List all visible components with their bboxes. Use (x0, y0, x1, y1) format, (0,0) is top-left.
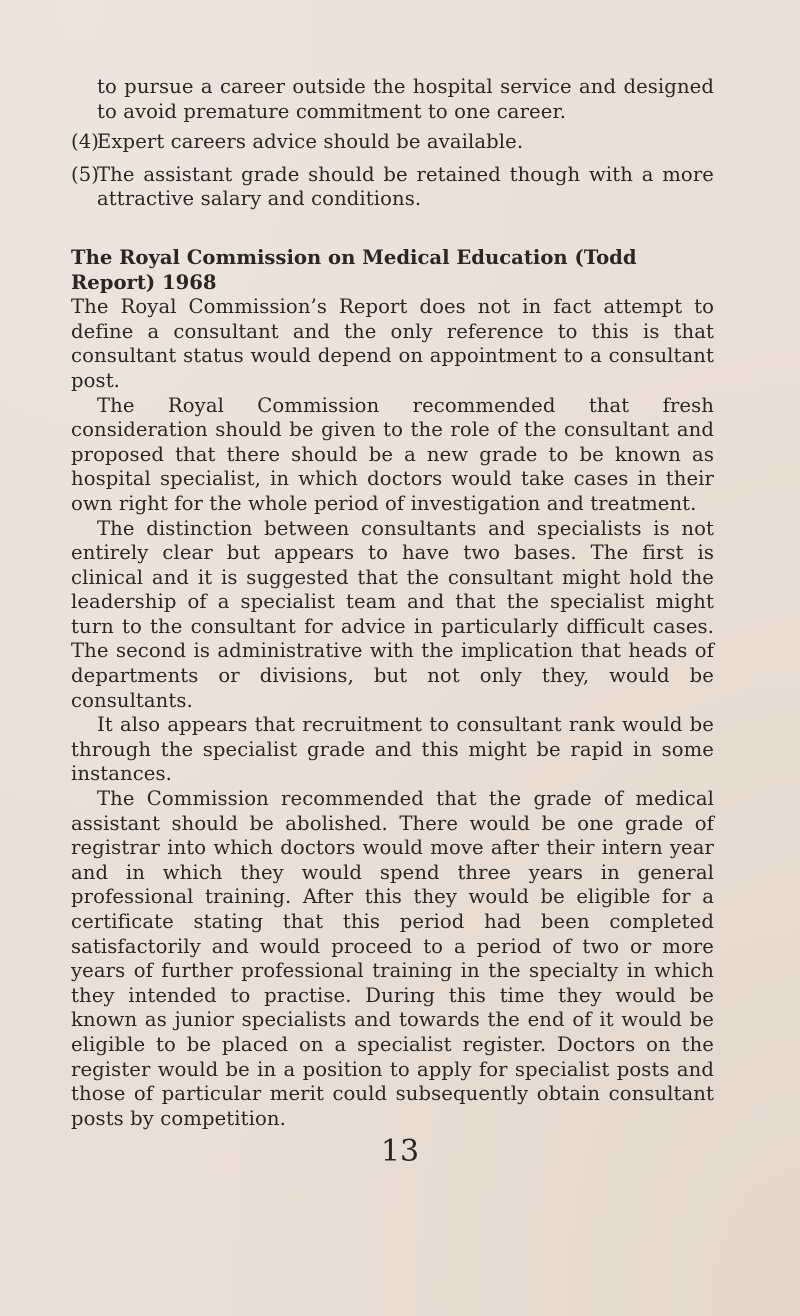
page-number: 13 (380, 1134, 420, 1169)
list-item-text: The assistant grade should be retained though with a more attractive salary and conditions. (97, 162, 714, 211)
list-item-number: (5) (71, 162, 100, 186)
list-item-number: (4) (71, 130, 100, 154)
paragraph: The Commission recommended that the grade of medical assistant should be abolished. There would be one grade of registrar into which doctors would move after their intern year and in which they would spend three years in general professional training. After this they would be eligible for a certificate stating that this period had been completed satisfactorily and would proceed to a period of two or more years of further professional training in the specialty in which they intended to practise. During this time they would be known as junior specialists and towards the end of it would be eligible to be placed on a specialist register. Doctors on the register would be in a position to apply for specialist posts and those of particular merit could subsequently obtain consultant posts by competition. (71, 787, 714, 1130)
paragraph: The distinction between consultants and specialists is not entirely clear but appears to have two bases. The first is clinical and it is suggested that the consultant might hold the leadership of a specialist team and that the specialist might turn to the consultant for advice in particularly difficult cases. The second is administrative with the implication that heads of departments or divisions, but not only they, would be consultants. (71, 516, 714, 712)
paragraph: The Royal Commission’s Report does not in fact attempt to define a consultant and the only reference to this is that consultant status would depend on appointment to a consultant post. (71, 295, 714, 392)
paragraph: It also appears that recruitment to consultant rank would be through the specialist grade and this might be rapid in some instances. (71, 713, 714, 786)
section-body (71, 295, 714, 1131)
list-item (71, 163, 714, 212)
list-item-text: Expert careers advice should be available. (97, 130, 524, 154)
recommendations-list (71, 130, 714, 212)
continuation-text: to pursue a career outside the hospital service and designed to avoid premature commitment to one career. (97, 75, 714, 123)
list-item (71, 130, 714, 155)
paragraph: The Royal Commission recommended that fresh consideration should be given to the role of the consultant and proposed that there should be a new grade to be known as hospital specialist, in which doctors would take cases in their own right for the whole period of investigation and treatment. (71, 393, 714, 515)
section-heading: The Royal Commission on Medical Education (Todd Report) 1968 (71, 245, 637, 294)
